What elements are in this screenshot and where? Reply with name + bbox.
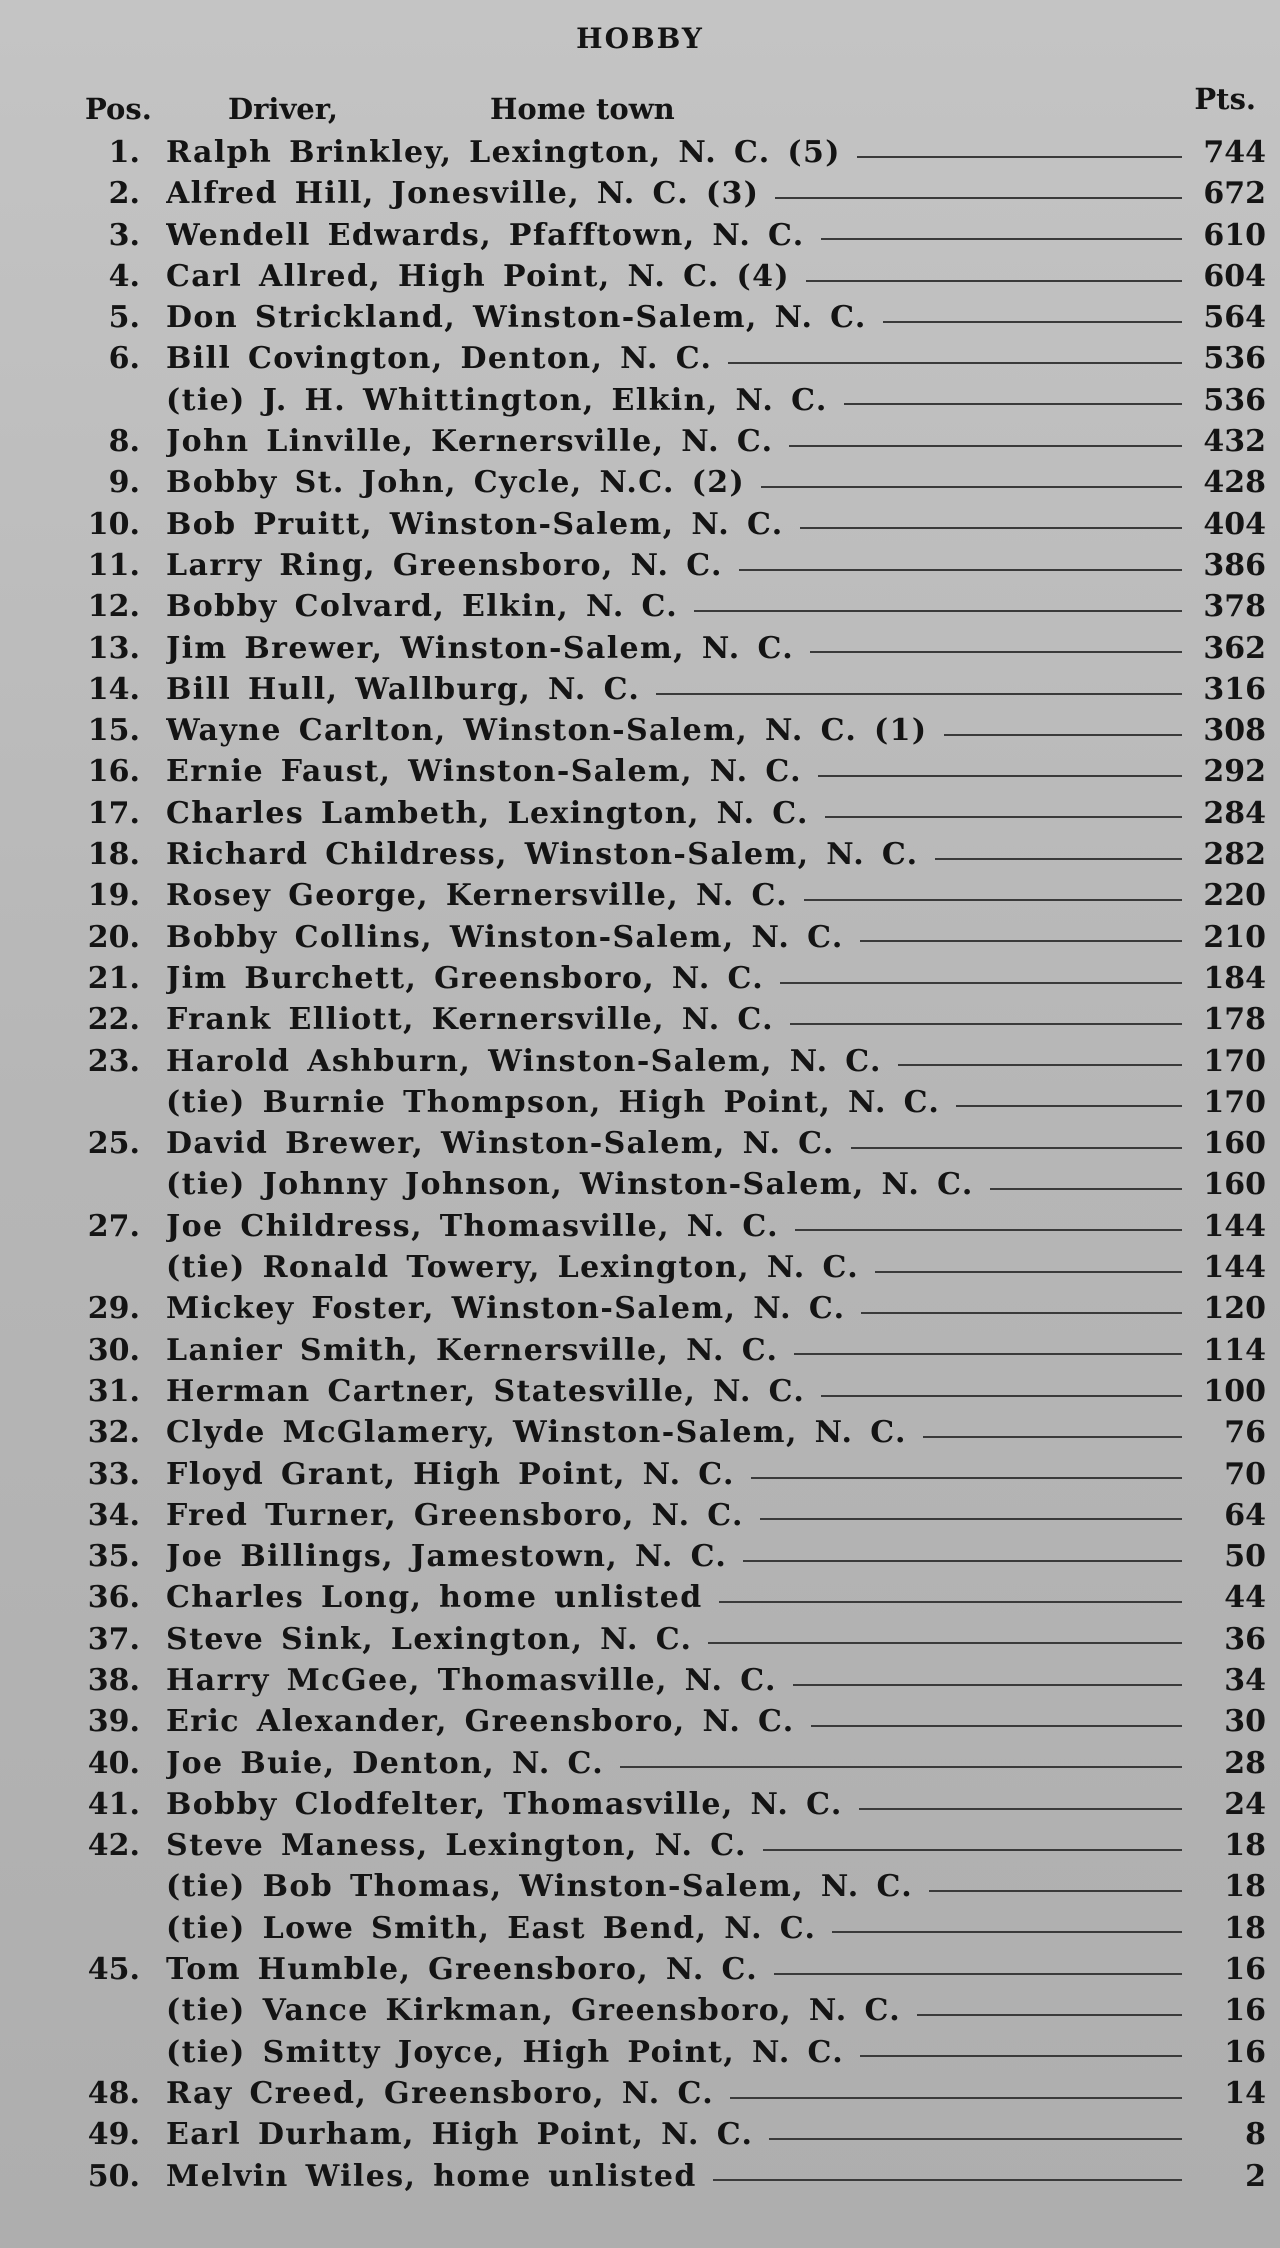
row-position: 45. [87, 1952, 140, 1988]
header-pos: Pos. [85, 92, 152, 126]
row-driver [166, 380, 1190, 421]
row-driver [166, 1949, 1190, 1990]
standings-row [0, 1041, 1280, 1082]
dot-leader [763, 1849, 1182, 1851]
row-points: 210 [1203, 919, 1266, 955]
row-points: 36 [1224, 1621, 1266, 1657]
row-points: 16 [1224, 2034, 1266, 2070]
row-points: 428 [1203, 465, 1266, 501]
standings-row [0, 132, 1280, 173]
row-points: 672 [1203, 176, 1266, 212]
header-driver: Driver, [228, 92, 339, 126]
dot-leader [821, 238, 1182, 240]
standings-row [0, 1371, 1280, 1412]
row-position: 23. [87, 1043, 140, 1079]
dot-leader [780, 982, 1182, 984]
row-driver [166, 504, 1190, 545]
driver-hometown-text: Harry McGee, Thomasville, N. C. [166, 1662, 777, 1698]
driver-hometown-text: Charles Lambeth, Lexington, N. C. [166, 795, 809, 831]
standings-row [0, 1660, 1280, 1701]
standings-row [0, 2032, 1280, 2073]
dot-leader [825, 816, 1182, 818]
dot-leader [851, 1147, 1182, 1149]
row-points: 378 [1203, 589, 1266, 625]
dot-leader [860, 940, 1182, 942]
dot-leader [860, 2055, 1182, 2057]
row-position: 22. [87, 1002, 140, 1038]
row-driver [166, 999, 1190, 1040]
row-position: 40. [87, 1745, 140, 1781]
standings-row [0, 1495, 1280, 1536]
row-position: 12. [87, 589, 140, 625]
row-driver [166, 2032, 1190, 2073]
row-points: 536 [1203, 382, 1266, 418]
driver-hometown-text: Don Strickland, Winston-Salem, N. C. [166, 300, 867, 336]
row-position: 36. [87, 1580, 140, 1616]
driver-hometown-text: Fred Turner, Greensboro, N. C. [166, 1497, 744, 1533]
driver-hometown-text: Melvin Wiles, home unlisted [166, 2158, 697, 2194]
row-driver [166, 1536, 1190, 1577]
dot-leader [859, 1808, 1182, 1810]
standings-row [0, 1123, 1280, 1164]
dot-leader [794, 1353, 1182, 1355]
standings-row [0, 586, 1280, 627]
row-points: 120 [1203, 1291, 1266, 1327]
row-position: 42. [87, 1828, 140, 1864]
row-driver [166, 958, 1190, 999]
driver-hometown-text: (tie) Smitty Joyce, High Point, N. C. [166, 2034, 845, 2070]
standings-row [0, 215, 1280, 256]
row-points: 24 [1224, 1786, 1266, 1822]
row-driver [166, 338, 1190, 379]
row-driver [166, 1825, 1190, 1866]
row-driver [166, 793, 1190, 834]
row-position: 25. [87, 1126, 140, 1162]
standings-row [0, 545, 1280, 586]
row-position: 17. [87, 795, 140, 831]
dot-leader [751, 1477, 1182, 1479]
row-points: 144 [1203, 1208, 1266, 1244]
dot-leader [728, 362, 1182, 364]
row-driver [166, 421, 1190, 462]
driver-hometown-text: Steve Maness, Lexington, N. C. [166, 1828, 747, 1864]
row-points: 8 [1245, 2117, 1266, 2153]
row-points: 432 [1203, 424, 1266, 460]
row-points: 28 [1224, 1745, 1266, 1781]
standings-row [0, 1577, 1280, 1618]
driver-hometown-text: Joe Childress, Thomasville, N. C. [166, 1208, 779, 1244]
row-driver [166, 1247, 1190, 1288]
standings-row [0, 834, 1280, 875]
row-driver [166, 1577, 1190, 1618]
row-driver [166, 1288, 1190, 1329]
row-position: 1. [108, 135, 140, 170]
row-position: 50. [87, 2158, 140, 2194]
driver-hometown-text: Wayne Carlton, Winston-Salem, N. C. (1) [166, 713, 928, 749]
row-position: 39. [87, 1704, 140, 1740]
row-points: 16 [1224, 1993, 1266, 2029]
row-driver [166, 1495, 1190, 1536]
standings-row [0, 380, 1280, 421]
dot-leader [844, 403, 1182, 405]
row-points: 184 [1203, 960, 1266, 996]
row-points: 404 [1203, 506, 1266, 542]
row-driver [166, 586, 1190, 627]
driver-hometown-text: Carl Allred, High Point, N. C. (4) [166, 258, 790, 294]
standings-row [0, 793, 1280, 834]
standings-row [0, 1866, 1280, 1907]
row-position: 5. [108, 300, 140, 336]
driver-hometown-text: Rosey George, Kernersville, N. C. [166, 878, 789, 914]
dot-leader [790, 1023, 1182, 1025]
standings-row [0, 2073, 1280, 2114]
dot-leader [656, 693, 1182, 695]
dot-leader [694, 610, 1182, 612]
standings-row [0, 1949, 1280, 1990]
row-driver [166, 710, 1190, 751]
row-position: 29. [87, 1291, 140, 1327]
row-position: 2. [108, 176, 140, 212]
row-points: 362 [1203, 630, 1266, 666]
standings-row [0, 669, 1280, 710]
standings-row [0, 751, 1280, 792]
row-driver [166, 1330, 1190, 1371]
standings-row [0, 1743, 1280, 1784]
row-position: 34. [87, 1497, 140, 1533]
dot-leader [719, 1601, 1182, 1603]
driver-hometown-text: Bill Covington, Denton, N. C. [166, 341, 713, 377]
driver-hometown-text: Bobby St. John, Cycle, N.C. (2) [166, 465, 746, 501]
driver-hometown-text: Frank Elliott, Kernersville, N. C. [166, 1002, 775, 1038]
row-points: 16 [1224, 1952, 1266, 1988]
row-points: 170 [1203, 1084, 1266, 1120]
dot-leader [620, 1766, 1182, 1768]
row-position: 15. [87, 713, 140, 749]
standings-row [0, 421, 1280, 462]
driver-hometown-text: Harold Ashburn, Winston-Salem, N. C. [166, 1043, 882, 1079]
dot-leader [774, 1973, 1182, 1975]
row-driver [166, 256, 1190, 297]
row-points: 64 [1224, 1497, 1266, 1533]
dot-leader [923, 1436, 1182, 1438]
dot-leader [821, 1395, 1182, 1397]
standings-row [0, 462, 1280, 503]
standings-row [0, 917, 1280, 958]
row-driver [166, 875, 1190, 916]
dot-leader [739, 569, 1182, 571]
row-position: 49. [87, 2117, 140, 2153]
row-points: 30 [1224, 1704, 1266, 1740]
driver-hometown-text: Charles Long, home unlisted [166, 1580, 703, 1616]
row-driver [166, 462, 1190, 503]
row-points: 18 [1224, 1910, 1266, 1946]
row-position: 11. [87, 547, 140, 583]
row-position: 31. [87, 1373, 140, 1409]
driver-hometown-text: Eric Alexander, Greensboro, N. C. [166, 1704, 795, 1740]
row-driver [166, 132, 1190, 173]
row-points: 564 [1203, 300, 1266, 336]
standings-row [0, 1990, 1280, 2031]
dot-leader [761, 486, 1182, 488]
row-driver [166, 1619, 1190, 1660]
driver-hometown-text: John Linville, Kernersville, N. C. [166, 424, 774, 460]
dot-leader [713, 2179, 1182, 2181]
dot-leader [769, 2138, 1182, 2140]
row-points: 160 [1203, 1167, 1266, 1203]
standings-row [0, 1536, 1280, 1577]
row-points: 282 [1203, 837, 1266, 873]
standings-row [0, 173, 1280, 214]
standings-row [0, 1701, 1280, 1742]
row-driver [166, 917, 1190, 958]
driver-hometown-text: Wendell Edwards, Pfafftown, N. C. [166, 217, 805, 253]
row-driver [166, 1371, 1190, 1412]
row-position: 32. [87, 1415, 140, 1451]
dot-leader [861, 1312, 1182, 1314]
dot-leader [898, 1064, 1182, 1066]
dot-leader [818, 775, 1182, 777]
driver-hometown-text: Joe Billings, Jamestown, N. C. [166, 1539, 728, 1575]
row-driver [166, 1206, 1190, 1247]
standings-row [0, 1454, 1280, 1495]
driver-hometown-text: Larry Ring, Greensboro, N. C. [166, 547, 723, 583]
driver-hometown-text: (tie) Burnie Thompson, High Point, N. C. [166, 1084, 941, 1120]
driver-hometown-text: (tie) Johnny Johnson, Winston-Salem, N. C. [166, 1167, 974, 1203]
header-pts: Pts. [1194, 82, 1256, 116]
driver-hometown-text: Bob Pruitt, Winston-Salem, N. C. [166, 506, 784, 542]
driver-hometown-text: (tie) Lowe Smith, East Bend, N. C. [166, 1910, 817, 1946]
row-driver [166, 751, 1190, 792]
driver-hometown-text: Bobby Clodfelter, Thomasville, N. C. [166, 1786, 843, 1822]
row-driver [166, 834, 1190, 875]
standings-row [0, 1206, 1280, 1247]
row-points: 70 [1224, 1456, 1266, 1492]
dot-leader [800, 527, 1182, 529]
row-driver [166, 1866, 1190, 1907]
row-driver [166, 1082, 1190, 1123]
standings-row [0, 338, 1280, 379]
row-driver [166, 215, 1190, 256]
row-position: 6. [108, 341, 140, 377]
row-points: 610 [1203, 217, 1266, 253]
row-points: 2 [1245, 2158, 1266, 2194]
standings-row [0, 1784, 1280, 1825]
standings-row [0, 2156, 1280, 2197]
driver-hometown-text: (tie) Bob Thomas, Winston-Salem, N. C. [166, 1869, 914, 1905]
row-points: 44 [1224, 1580, 1266, 1616]
driver-hometown-text: Lanier Smith, Kernersville, N. C. [166, 1332, 779, 1368]
driver-hometown-text: Ralph Brinkley, Lexington, N. C. (5) [166, 135, 841, 170]
row-position: 48. [87, 2075, 140, 2111]
driver-hometown-text: Ernie Faust, Winston-Salem, N. C. [166, 754, 802, 790]
row-points: 316 [1203, 671, 1266, 707]
driver-hometown-text: Bobby Collins, Winston-Salem, N. C. [166, 919, 844, 955]
driver-hometown-text: Ray Creed, Greensboro, N. C. [166, 2075, 715, 2111]
dot-leader [760, 1518, 1182, 1520]
row-position: 8. [108, 424, 140, 460]
row-points: 144 [1203, 1250, 1266, 1286]
row-driver [166, 1743, 1190, 1784]
row-points: 386 [1203, 547, 1266, 583]
driver-hometown-text: Floyd Grant, High Point, N. C. [166, 1456, 735, 1492]
standings-row [0, 1288, 1280, 1329]
row-driver [166, 545, 1190, 586]
row-position: 27. [87, 1208, 140, 1244]
row-driver [166, 628, 1190, 669]
row-position: 13. [87, 630, 140, 666]
driver-hometown-text: Alfred Hill, Jonesville, N. C. (3) [166, 176, 760, 212]
standings-row [0, 628, 1280, 669]
dot-leader [793, 1684, 1182, 1686]
standings-row [0, 1082, 1280, 1123]
dot-leader [832, 1931, 1182, 1933]
row-position: 33. [87, 1456, 140, 1492]
standings-row [0, 1412, 1280, 1453]
driver-hometown-text: Earl Durham, High Point, N. C. [166, 2117, 754, 2153]
standings-row [0, 504, 1280, 545]
row-points: 220 [1203, 878, 1266, 914]
dot-leader [743, 1560, 1182, 1562]
dot-leader [811, 1725, 1182, 1727]
row-points: 160 [1203, 1126, 1266, 1162]
row-driver [166, 1041, 1190, 1082]
row-points: 114 [1203, 1332, 1266, 1368]
dot-leader [875, 1271, 1182, 1273]
driver-hometown-text: Mickey Foster, Winston-Salem, N. C. [166, 1291, 846, 1327]
dot-leader [935, 858, 1183, 860]
row-position: 20. [87, 919, 140, 955]
row-position: 3. [108, 217, 140, 253]
row-points: 536 [1203, 341, 1266, 377]
driver-hometown-text: David Brewer, Winston-Salem, N. C. [166, 1126, 835, 1162]
row-points: 50 [1224, 1539, 1266, 1575]
row-position: 18. [87, 837, 140, 873]
row-driver [166, 2073, 1190, 2114]
row-driver [166, 2156, 1190, 2197]
standings-row [0, 1825, 1280, 1866]
row-driver [166, 1412, 1190, 1453]
dot-leader [708, 1642, 1182, 1644]
row-position: 38. [87, 1662, 140, 1698]
standings-row [0, 999, 1280, 1040]
row-points: 18 [1224, 1828, 1266, 1864]
row-points: 744 [1203, 135, 1266, 170]
driver-hometown-text: Tom Humble, Greensboro, N. C. [166, 1952, 759, 1988]
row-position: 35. [87, 1539, 140, 1575]
dot-leader [917, 2014, 1182, 2016]
standings-row [0, 958, 1280, 999]
row-points: 14 [1224, 2075, 1266, 2111]
row-points: 100 [1203, 1373, 1266, 1409]
standings-row [0, 1908, 1280, 1949]
dot-leader [883, 321, 1182, 323]
standings-row [0, 1247, 1280, 1288]
row-driver [166, 1990, 1190, 2031]
row-position: 14. [87, 671, 140, 707]
row-driver [166, 1784, 1190, 1825]
row-position: 19. [87, 878, 140, 914]
row-driver [166, 1908, 1190, 1949]
dot-leader [730, 2097, 1182, 2099]
dot-leader [795, 1229, 1182, 1231]
dot-leader [929, 1890, 1182, 1892]
dot-leader [857, 156, 1182, 158]
row-position: 41. [87, 1786, 140, 1822]
driver-hometown-text: Richard Childress, Winston-Salem, N. C. [166, 837, 919, 873]
row-driver [166, 1454, 1190, 1495]
row-driver [166, 2114, 1190, 2155]
row-points: 604 [1203, 258, 1266, 294]
row-points: 308 [1203, 713, 1266, 749]
driver-hometown-text: (tie) Vance Kirkman, Greensboro, N. C. [166, 1993, 902, 2029]
row-position: 10. [87, 506, 140, 542]
row-points: 76 [1224, 1415, 1266, 1451]
page-title: HOBBY [576, 22, 704, 55]
standings-row [0, 1330, 1280, 1371]
standings-row [0, 1164, 1280, 1205]
row-position: 4. [108, 258, 140, 294]
row-points: 34 [1224, 1662, 1266, 1698]
driver-hometown-text: Herman Cartner, Statesville, N. C. [166, 1373, 806, 1409]
row-driver [166, 669, 1190, 710]
row-points: 292 [1203, 754, 1266, 790]
row-driver [166, 1660, 1190, 1701]
driver-hometown-text: Clyde McGlamery, Winston-Salem, N. C. [166, 1415, 907, 1451]
dot-leader [956, 1105, 1182, 1107]
row-driver [166, 173, 1190, 214]
driver-hometown-text: (tie) Ronald Towery, Lexington, N. C. [166, 1250, 860, 1286]
dot-leader [789, 445, 1182, 447]
standings-row [0, 1619, 1280, 1660]
row-position: 16. [87, 754, 140, 790]
dot-leader [775, 197, 1182, 199]
standings-row [0, 256, 1280, 297]
dot-leader [990, 1188, 1182, 1190]
row-driver [166, 1164, 1190, 1205]
row-points: 284 [1203, 795, 1266, 831]
row-driver [166, 297, 1190, 338]
driver-hometown-text: Steve Sink, Lexington, N. C. [166, 1621, 693, 1657]
driver-hometown-text: Joe Buie, Denton, N. C. [166, 1745, 605, 1781]
row-position: 37. [87, 1621, 140, 1657]
driver-hometown-text: Jim Brewer, Winston-Salem, N. C. [166, 630, 795, 666]
row-driver [166, 1123, 1190, 1164]
header-home-town: Home town [490, 92, 675, 126]
driver-hometown-text: Bobby Colvard, Elkin, N. C. [166, 589, 679, 625]
row-position: 21. [87, 960, 140, 996]
standings-row [0, 297, 1280, 338]
row-points: 170 [1203, 1043, 1266, 1079]
standings-row [0, 2114, 1280, 2155]
driver-hometown-text: Bill Hull, Wallburg, N. C. [166, 671, 641, 707]
row-points: 178 [1203, 1002, 1266, 1038]
dot-leader [804, 899, 1182, 901]
row-position: 30. [87, 1332, 140, 1368]
dot-leader [944, 734, 1183, 736]
driver-hometown-text: (tie) J. H. Whittington, Elkin, N. C. [166, 382, 828, 418]
driver-hometown-text: Jim Burchett, Greensboro, N. C. [166, 960, 765, 996]
row-position: 9. [108, 465, 140, 501]
row-points: 18 [1224, 1869, 1266, 1905]
row-driver [166, 1701, 1190, 1742]
standings-row [0, 875, 1280, 916]
standings-row [0, 710, 1280, 751]
dot-leader [806, 280, 1182, 282]
standings-list [0, 132, 1280, 2197]
dot-leader [810, 651, 1182, 653]
